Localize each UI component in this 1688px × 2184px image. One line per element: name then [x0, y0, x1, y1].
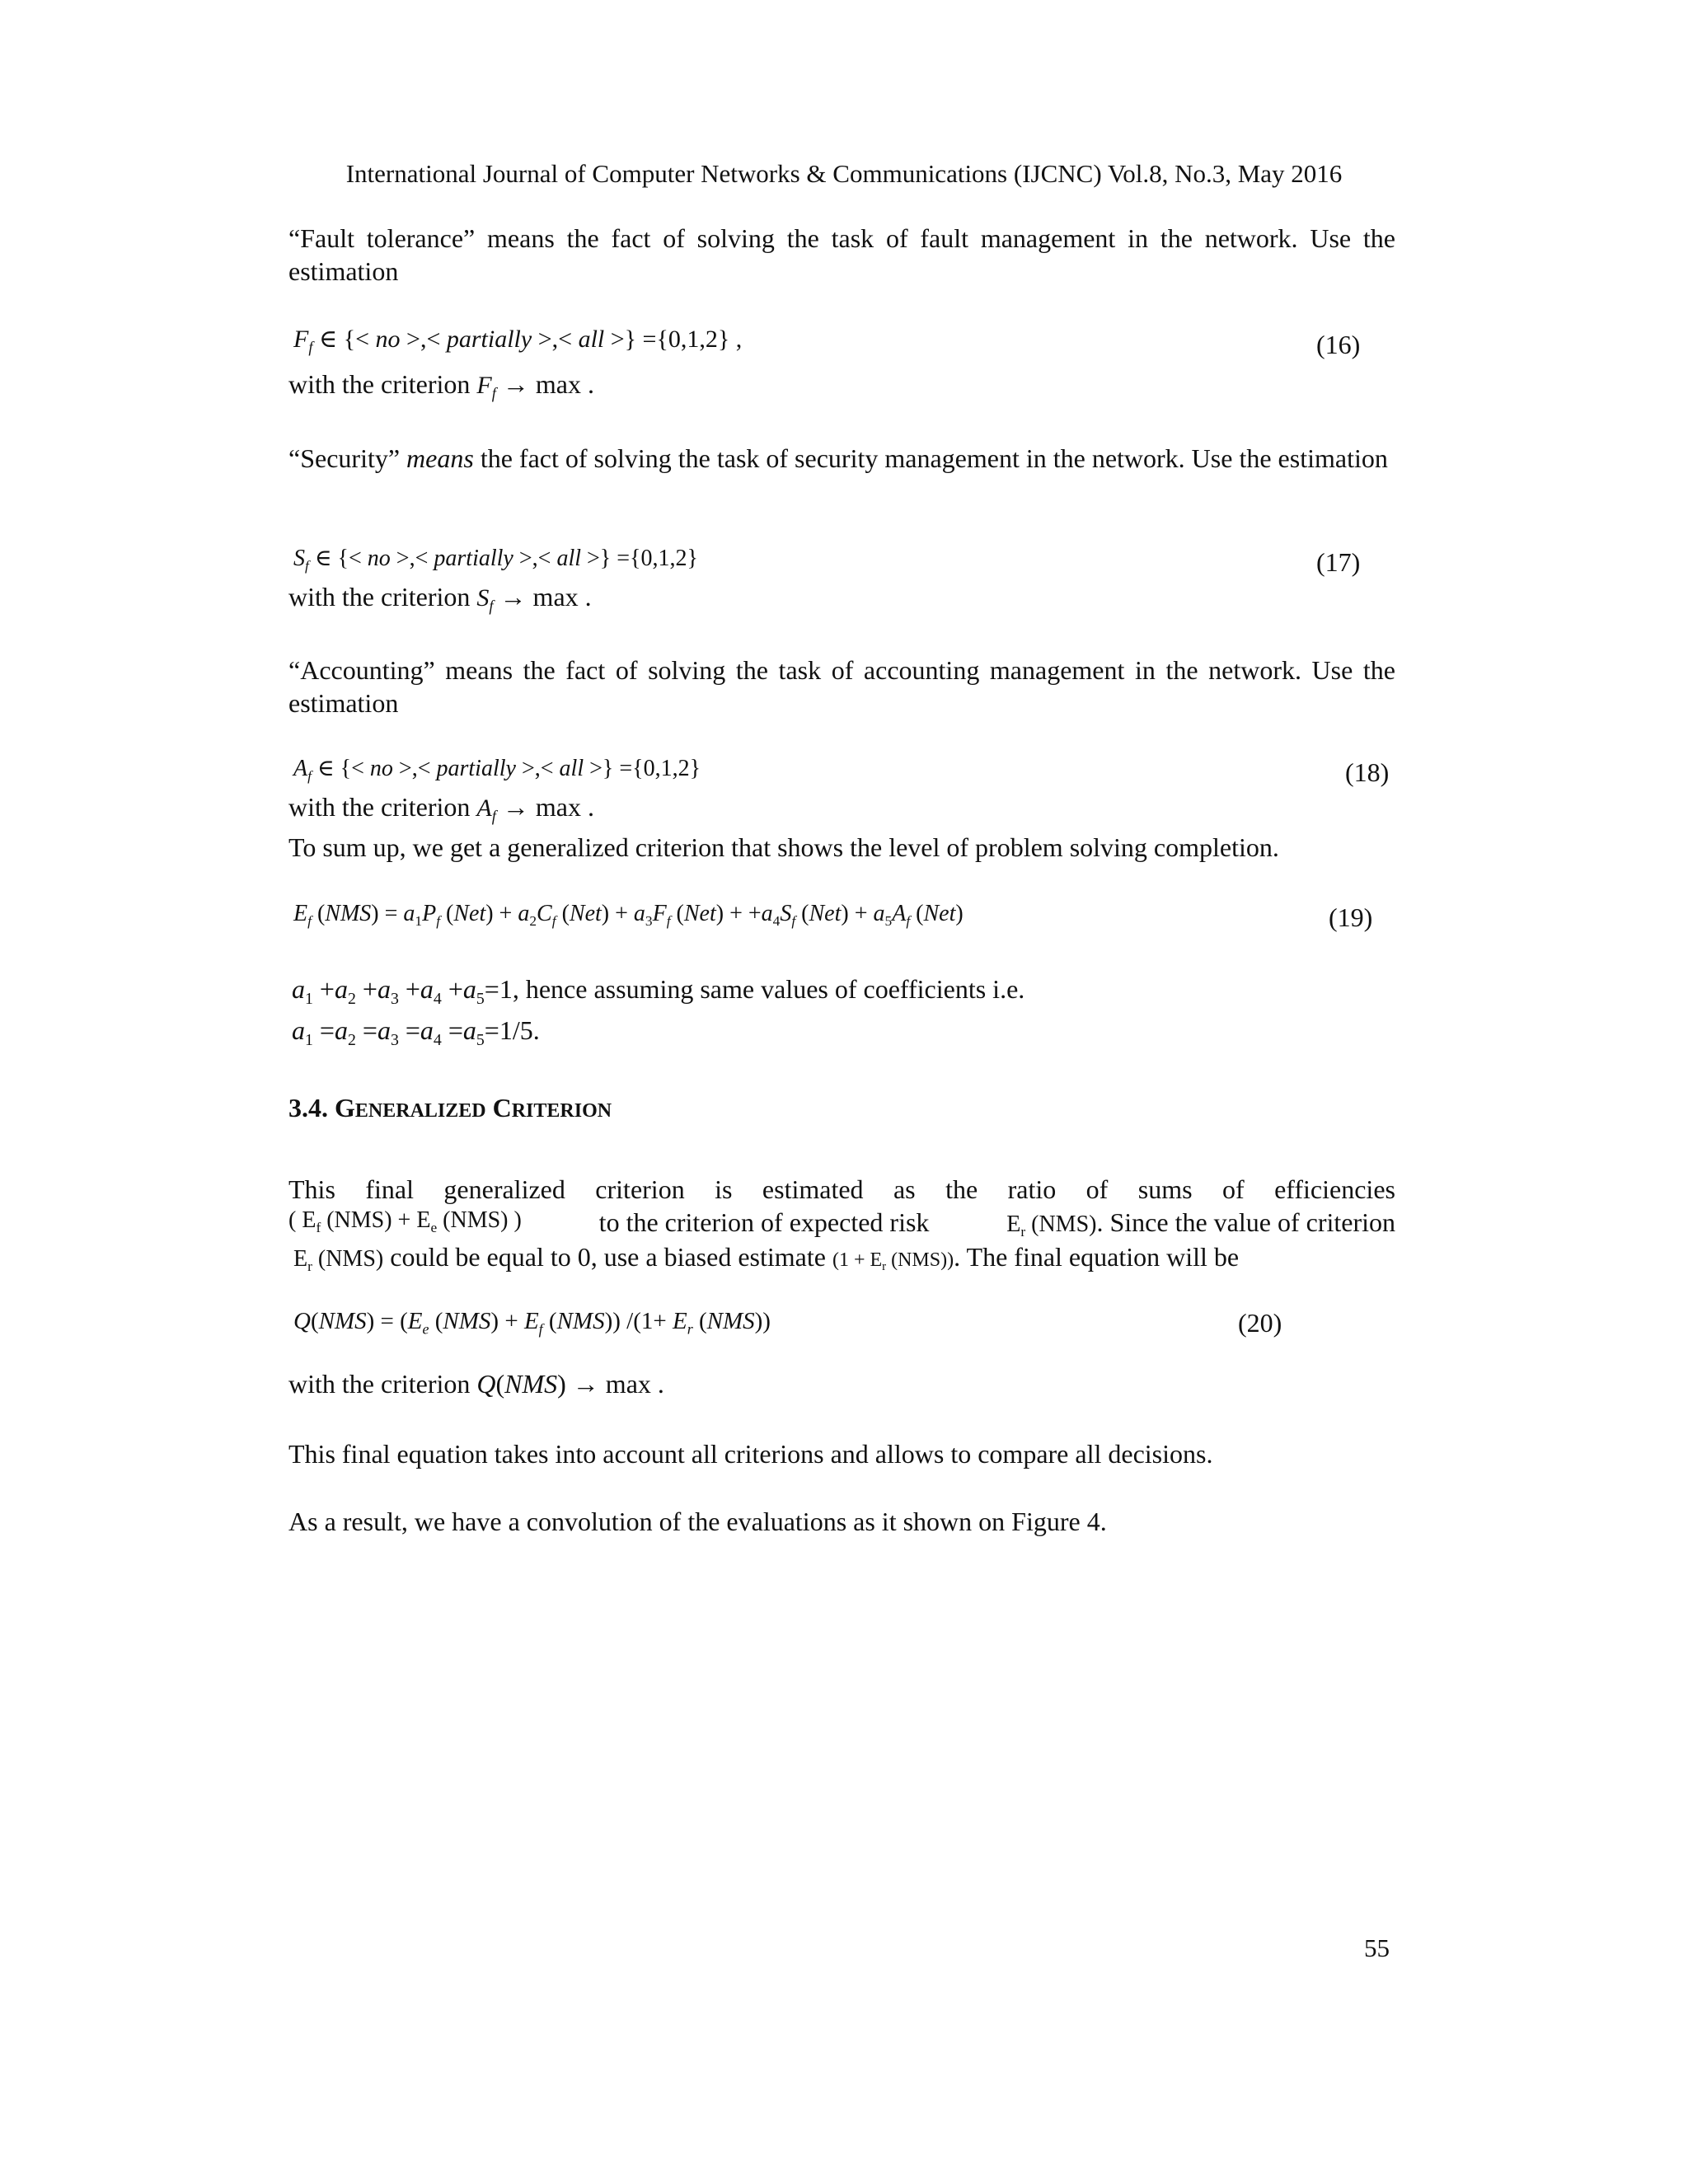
running-header: International Journal of Computer Networks & Communications (IJCNC) Vol.8, No.3, May 2016 — [345, 159, 1343, 188]
para1-l3-a: could be equal to 0, use a biased estimate — [390, 1242, 826, 1272]
accounting-criterion: with the criterion $A_f \to \max$ . — [288, 792, 594, 826]
equation-16-number: (16) — [1316, 330, 1361, 359]
equation-19-number: (19) — [1329, 902, 1373, 932]
section-heading — [288, 1093, 612, 1123]
para1-l3-b: . The final equation will be — [954, 1242, 1240, 1272]
word: as — [893, 1174, 916, 1204]
security-paragraph — [288, 442, 1395, 475]
word: of — [1222, 1174, 1245, 1204]
final-equation-paragraph: This final equation takes into account all criterions and allows to compare all decisions. — [288, 1439, 1213, 1469]
para1-l2-b: . Since the value of criterion — [1096, 1207, 1395, 1237]
para1-line2 — [288, 1207, 1395, 1238]
word: the — [945, 1174, 978, 1204]
fault-criterion-prefix: with the criterion — [288, 369, 471, 399]
accounting-term: “Accounting” — [288, 655, 435, 685]
word: is — [715, 1174, 733, 1204]
word: final — [365, 1174, 414, 1204]
equation-17-number: (17) — [1316, 547, 1361, 577]
accounting-criterion-prefix: with the criterion — [288, 792, 471, 822]
security-criterion-prefix: with the criterion — [288, 582, 471, 612]
security-means: means — [406, 443, 474, 473]
equation-18-number: (18) — [1345, 757, 1390, 787]
fault-criterion: with the criterion $F_f \to \max$ . — [288, 369, 594, 403]
section-number: 3.4. — [288, 1093, 328, 1122]
security-criterion: with the criterion $S_f \to \max$ . — [288, 582, 592, 616]
coefficients-text: , hence assuming same values of coefficients i.e. — [512, 974, 1025, 1004]
section-title-eneralized: ENERALIZED — [354, 1100, 486, 1122]
equation-16: $F_f$ ∈ {< no >,< partially >,< all >} ={0,1,2} , — [293, 326, 743, 357]
coefficients-equal-line: $a_1 =a_2 =a_3 =a_4 =a_5=1/5$. — [292, 1015, 540, 1049]
word: This — [288, 1174, 335, 1204]
q-criterion: with the criterion Q(NMS) → max . — [288, 1369, 664, 1399]
security-term: “Security” — [288, 443, 401, 473]
coefficients-sum-line: $a_1 +a_2 +a_3 +a_4 +a_5=1$, hence assuming same values of coefficients i.e. — [292, 974, 1025, 1008]
fault-term: “Fault tolerance” — [288, 223, 476, 253]
result-paragraph: As a result, we have a convolution of the evaluations as it shown on Figure 4. — [288, 1507, 1107, 1536]
para1-l2-a: to the criterion of expected risk — [598, 1207, 930, 1237]
section-title-c: C — [492, 1093, 512, 1122]
para1-line1 — [288, 1174, 1395, 1205]
section-title-g: G — [335, 1093, 355, 1122]
accounting-text: means the fact of solving the task of accounting management in the network. Use the estimation — [288, 655, 1395, 718]
security-text: the fact of solving the task of security management in the network. Use the estimation — [473, 443, 1388, 473]
equation-20: $Q(NMS) = (E_e$ $(NMS) + E_f$ (NMS)) $/(1+ E_r$ (NMS)) — [293, 1308, 771, 1338]
section-title-riterion: RITERION — [511, 1100, 612, 1122]
fault-tolerance-paragraph — [288, 222, 1395, 288]
word: sums — [1137, 1174, 1193, 1204]
fault-text: means the fact of solving the task of fault management in the network. Use the estimation — [288, 223, 1395, 286]
word: generalized — [443, 1174, 565, 1204]
equation-17: $S_f$ ∈ {< no >,< partially >,< all >} ={0,1,2} — [293, 546, 698, 574]
word: of — [1085, 1174, 1109, 1204]
page-number: 55 — [1364, 1933, 1390, 1962]
accounting-paragraph — [288, 654, 1395, 719]
word: estimated — [762, 1174, 864, 1204]
word: efficiencies — [1274, 1174, 1395, 1204]
sum-up-text: To sum up, we get a generalized criterion that shows the level of problem solving completion. — [288, 832, 1279, 862]
expected-risk-inline: $E_r$ (NMS). Since the value of criterion — [1006, 1207, 1395, 1240]
equation-19: $E_f$ $(NMS) = a_1P_f$ $(Net) + a_2C_f$ $(Net) + a_3F_f$ $(Net) + +a_4S_f$ $(Net) + a_5A_f$ (Net) — [293, 901, 964, 930]
equation-18: $A_f$ ∈ {< no >,< partially >,< all >} ={0,1,2} — [293, 756, 701, 785]
word: ratio — [1007, 1174, 1057, 1204]
equation-20-number: (20) — [1238, 1308, 1282, 1338]
efficiency-sum-formula: ( $E_f$ $(NMS) + E_e$ (NMS) ) — [288, 1207, 522, 1236]
q-criterion-prefix: with the criterion — [288, 1369, 471, 1399]
word: criterion — [595, 1174, 685, 1204]
para1-line3: $E_r$ (NMS) could be equal to 0, use a biased estimate ($1 + E_r$ (NMS)). The final equation will be — [293, 1242, 1240, 1275]
